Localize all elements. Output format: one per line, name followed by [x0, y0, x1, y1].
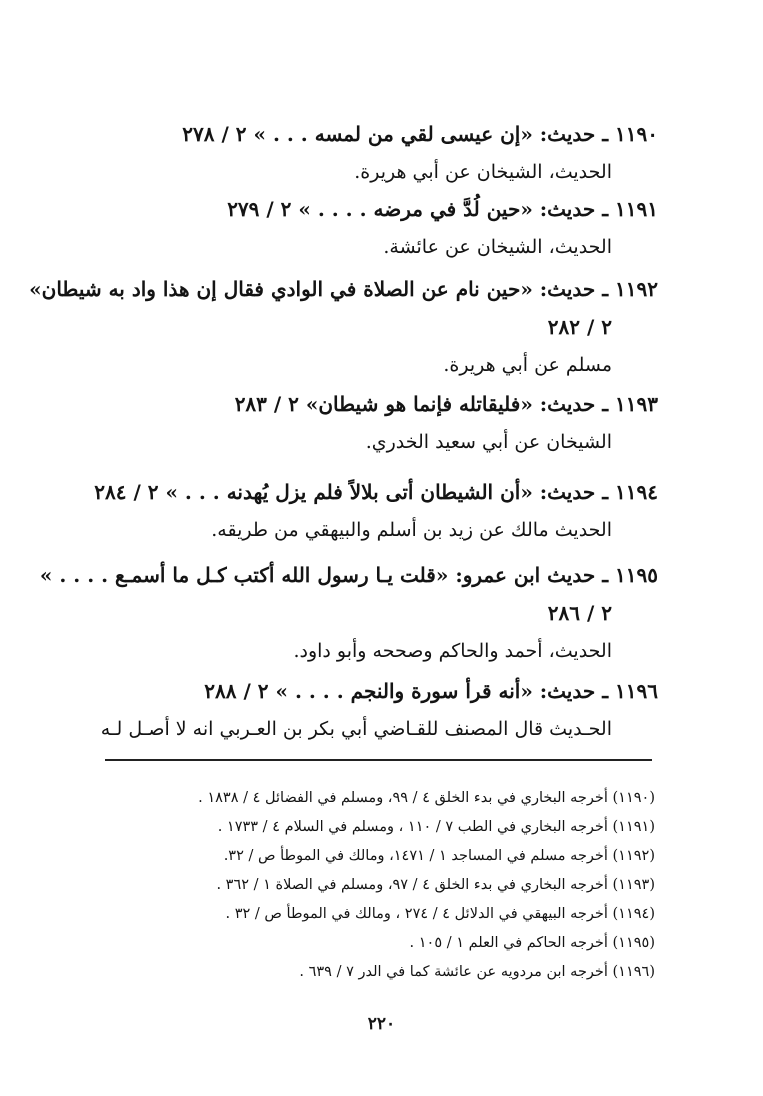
hadith-source: الحديث، الشيخان عن عائشة. — [383, 236, 612, 258]
footnote-1196: (١١٩٦) أخرجه ابن مردويه عن عائشة كما في الدر ٧ / ٦٣٩ . — [299, 964, 655, 980]
hadith-entry-1193 — [103, 385, 658, 461]
hadith-heading: ١١٩٠ ـ حديث: «إن عيسى لقي من لمسه . . . » ٢ / ٢٧٨ — [182, 122, 658, 146]
footnote-1190: (١١٩٠) أخرجه البخاري في بدء الخلق ٤ / ٩٩، ومسلم في الفضائل ٤ / ١٨٣٨ . — [198, 790, 655, 806]
footnote-1193: (١١٩٣) أخرجه البخاري في بدء الخلق ٤ / ٩٧، ومسلم في الصلاة ١ / ٣٦٢ . — [216, 877, 655, 893]
hadith-entry-1195 — [39, 556, 658, 670]
hadith-heading: ١١٩٤ ـ حديث: «أن الشيطان أتى بلالاً فلم يزل يُهدنه . . . » ٢ / ٢٨٤ — [94, 480, 658, 504]
hadith-entry-1190 — [103, 115, 658, 191]
hadith-source: الشيخان عن أبي سعيد الخدري. — [365, 431, 612, 453]
hadith-source: الحديث، أحمد والحاكم وصححه وأبو داود. — [293, 640, 612, 662]
hadith-heading: ١١٩٦ ـ حديث: «أنه قرأ سورة والنجم . . . . » ٢ / ٢٨٨ — [204, 679, 658, 703]
footnote-1194: (١١٩٤) أخرجه البيهقي في الدلائل ٤ / ٢٧٤ ، ومالك في الموطأ ص / ٣٢ . — [225, 906, 655, 922]
footnote-1195: (١١٩٥) أخرجه الحاكم في العلم ١ / ١٠٥ . — [409, 935, 655, 951]
hadith-entry-1192 — [29, 270, 658, 384]
hadith-entry-1196 — [100, 672, 658, 748]
footnote-1192: (١١٩٢) أخرجه مسلم في المساجد ١ / ١٤٧١، ومالك في الموطأ ص / ٣٢. — [223, 848, 655, 864]
hadith-heading: ١١٩١ ـ حديث: «حين لُدَّ في مرضه . . . . » ٢ / ٢٧٩ — [227, 197, 658, 221]
hadith-reference: ٢ / ٢٨٦ — [547, 601, 612, 625]
hadith-heading: ١١٩٥ ـ حديث ابن عمرو: «قلت يـا رسول الله أكتب كـل ما أسمـع . . . . » — [39, 563, 658, 587]
footnotes — [110, 784, 655, 987]
hadith-source: الحديث، الشيخان عن أبي هريرة. — [354, 161, 612, 183]
hadith-entry-1194 — [94, 473, 658, 549]
footnote-1191: (١١٩١) أخرجه البخاري في الطب ٧ / ١١٠ ، ومسلم في السلام ٤ / ١٧٣٣ . — [217, 819, 655, 835]
footnote-divider — [105, 759, 652, 761]
hadith-source: الحـديث قال المصنف للقـاضي أبي بكر بن العـربي انه لا أصـل لـه — [100, 718, 612, 740]
hadith-source: الحديث مالك عن زيد بن أسلم والبيهقي من طريقه. — [211, 519, 612, 541]
page-number: ٢٢٠ — [367, 1014, 396, 1034]
hadith-entry-1191 — [103, 190, 658, 266]
hadith-reference: ٢ / ٢٨٢ — [547, 315, 612, 339]
hadith-heading: ١١٩٣ ـ حديث: «فليقاتله فإنما هو شيطان» ٢ / ٢٨٣ — [234, 392, 658, 416]
hadith-source: مسلم عن أبي هريرة. — [443, 354, 612, 376]
hadith-heading: ١١٩٢ ـ حديث: «حين نام عن الصلاة في الوادي فقال إن هذا واد به شيطان» — [29, 277, 658, 301]
